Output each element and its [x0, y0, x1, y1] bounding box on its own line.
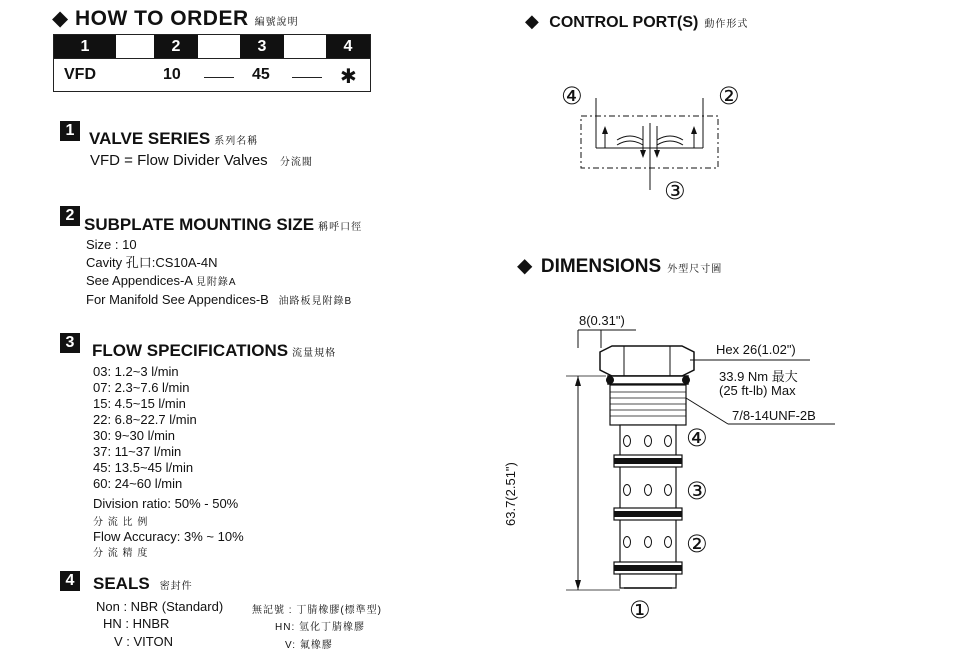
- order-col-2: 2: [154, 35, 198, 58]
- subplate-title-cjk: 稱呼口徑: [318, 222, 363, 233]
- dimensions-title: DIMENSIONS: [540, 256, 662, 277]
- flow-division: Division ratio: 50% - 50%: [93, 496, 239, 511]
- control-port-title-cjk: 動作形式: [704, 19, 749, 30]
- flow-division-cjk: 分 流 比 例: [93, 517, 149, 528]
- subplate-cavity: Cavity 孔口:CS10A-4N: [86, 255, 218, 270]
- valve-series-title-cjk: 系列名稱: [214, 136, 259, 147]
- flow-item: 30: 9~30 l/min: [93, 428, 176, 443]
- o-ring: [606, 376, 614, 384]
- cartridge-body: [620, 425, 676, 585]
- flow-title: FLOW SPECIFICATIONS: [92, 341, 289, 360]
- flow-item: 60: 24~60 l/min: [93, 476, 183, 491]
- order-value-size: 10: [163, 66, 181, 83]
- arrow-down-icon: [575, 580, 581, 590]
- seal-row-cjk: 無記號 : 丁腈橡膠(標準型): [252, 605, 382, 616]
- seal-row-cjk: V: 氟橡膠: [285, 640, 333, 651]
- control-port-2-label: ②: [718, 83, 740, 110]
- subplate-size: Size : 10: [86, 237, 137, 252]
- section-number-3: 3: [60, 333, 80, 353]
- thread-leader: [686, 398, 728, 424]
- flow-item: 45: 13.5~45 l/min: [93, 460, 194, 475]
- port-hole: [624, 436, 631, 447]
- hex-nut: [600, 346, 694, 376]
- control-port-3-label: ③: [664, 178, 686, 205]
- order-value-seal: ✱: [340, 66, 357, 88]
- order-value-flow: 45: [252, 66, 270, 83]
- flow-item: 07: 2.3~7.6 l/min: [93, 380, 190, 395]
- flow-accuracy: Flow Accuracy: 3% ~ 10%: [93, 529, 244, 544]
- dim-port-3-label: ③: [686, 478, 708, 505]
- subplate-title: SUBPLATE MOUNTING SIZE: [84, 215, 315, 234]
- seal-ring: [614, 458, 682, 464]
- dim-height-label: 63.7(2.51"): [503, 462, 518, 526]
- order-value-series: VFD: [64, 66, 96, 83]
- diamond-bullet-icon: ◆: [517, 255, 533, 277]
- diamond-bullet-icon: ◆: [525, 11, 539, 31]
- diamond-bullet-icon: ◆: [52, 7, 69, 30]
- subplate-manifold: For Manifold See Appendices-B: [86, 292, 269, 307]
- flow-accuracy-cjk: 分 流 精 度: [93, 548, 149, 559]
- port-hole: [645, 537, 652, 548]
- seal-ring: [614, 511, 682, 517]
- dim-torque-label-2: (25 ft-lb) Max: [719, 383, 796, 398]
- port-hole: [645, 436, 652, 447]
- subplate-manifold-cjk: 油路板見附錄B: [278, 296, 353, 307]
- seals-title: SEALS: [93, 574, 150, 593]
- port-hole: [624, 485, 631, 496]
- valve-series-cjk: 分流閥: [279, 157, 313, 168]
- port-hole: [665, 537, 672, 548]
- dim-thread-label: 7/8-14UNF-2B: [732, 408, 816, 423]
- flow-item: 15: 4.5~15 l/min: [93, 396, 186, 411]
- valve-series-text: VFD = Flow Divider Valves: [90, 152, 268, 169]
- subplate-see-a-cjk: 見附錄A: [195, 277, 237, 288]
- order-col-1: 1: [54, 35, 116, 58]
- order-col-4: 4: [326, 35, 370, 58]
- section-number-2: 2: [60, 206, 80, 226]
- flow-title-cjk: 流量規格: [292, 348, 337, 359]
- flow-item: 22: 6.8~22.7 l/min: [93, 412, 197, 427]
- seal-ring: [614, 565, 682, 571]
- dim-port-4-label: ④: [686, 425, 708, 452]
- cartridge-tip: [620, 574, 676, 588]
- seal-row-code: HN : HNBR: [103, 616, 170, 631]
- o-ring: [682, 376, 690, 384]
- seals-title-cjk: 密封件: [159, 581, 193, 592]
- dim-port-2-label: ②: [686, 531, 708, 558]
- port-hole: [645, 485, 652, 496]
- dim-torque-label-1: 33.9 Nm 最大: [719, 369, 798, 384]
- order-col-3: 3: [240, 35, 284, 58]
- dim-port-1-label: ①: [629, 597, 651, 624]
- seal-row-code: V : VITON: [114, 634, 173, 649]
- port-hole: [665, 436, 672, 447]
- control-port-title: CONTROL PORT(S): [549, 14, 699, 31]
- how-to-order-title: HOW TO ORDER: [75, 7, 249, 30]
- dim-top-label: 8(0.31"): [579, 313, 625, 328]
- dimensions-title-cjk: 外型尺寸圖: [667, 264, 723, 275]
- valve-series-title: VALVE SERIES: [89, 129, 211, 148]
- subplate-see-a: See Appendices-A: [86, 273, 193, 288]
- seal-row-cjk: HN: 氫化丁腈橡膠: [275, 622, 365, 633]
- port-hole: [665, 485, 672, 496]
- dim-hex-label: Hex 26(1.02"): [716, 342, 796, 357]
- seal-row-code: Non : NBR (Standard): [96, 599, 224, 614]
- thread-section: [610, 385, 686, 425]
- control-port-4-label: ④: [561, 83, 583, 110]
- flow-item: 03: 1.2~3 l/min: [93, 364, 179, 379]
- section-number-4: 4: [60, 571, 80, 591]
- arrow-up-icon: [575, 376, 581, 386]
- flow-item: 37: 11~37 l/min: [93, 444, 182, 459]
- section-number-1: 1: [60, 121, 80, 141]
- how-to-order-title-cjk: 編號說明: [254, 17, 299, 28]
- port-hole: [624, 537, 631, 548]
